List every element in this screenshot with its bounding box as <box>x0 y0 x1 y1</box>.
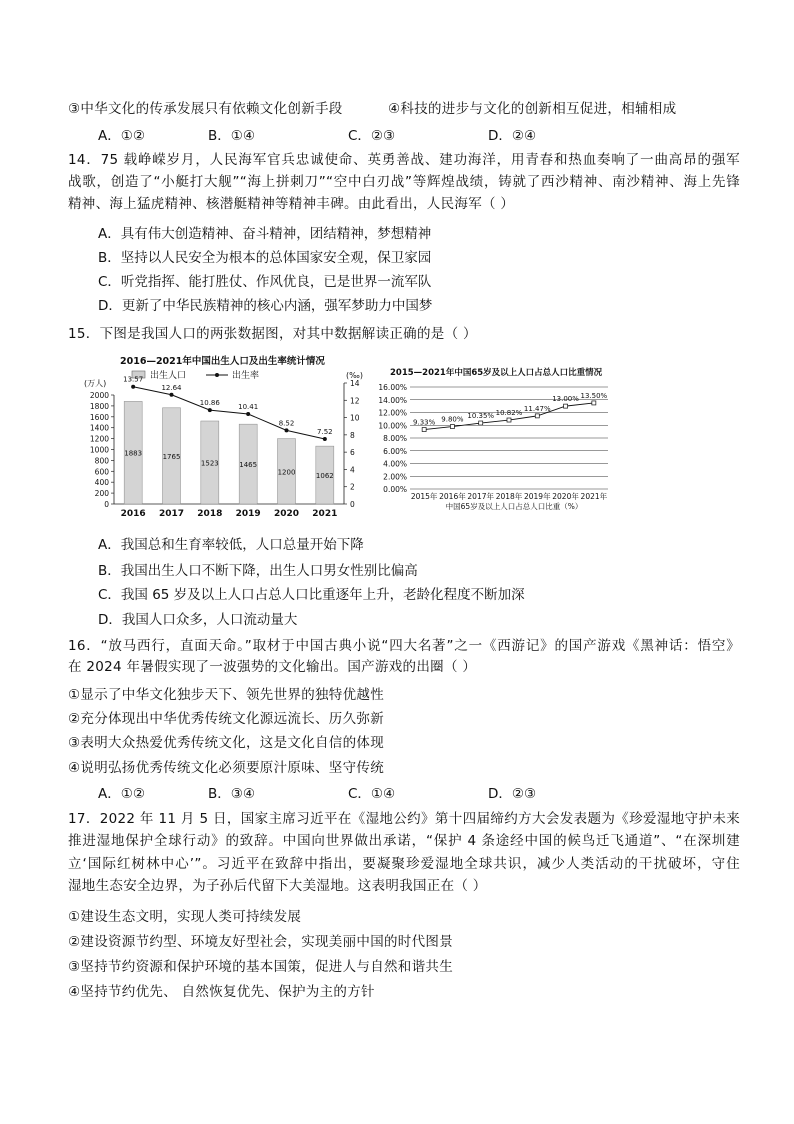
right-axis-tick-label: 4 <box>350 465 355 475</box>
birth-chart <box>82 350 372 522</box>
q14-stem-line-3: 精神、海上猛虎精神、核潜艇精神等精神丰碑。由此看出，人民海军（ ） <box>68 196 515 212</box>
q14-option-a: A．具有伟大创造精神、奋斗精神，团结精神，梦想精神 <box>98 226 432 242</box>
q13-option-b: B．①④ <box>208 128 255 144</box>
q16-statement-4: ④说明弘扬优秀传统文化必须要原汁原味、坚守传统 <box>68 760 385 776</box>
right-axis-unit: (‰) <box>346 371 363 380</box>
q16-option-d: D．②③ <box>488 786 537 802</box>
birth-rate-label: 8.52 <box>278 419 295 428</box>
y-axis-tick-label: 8.00% <box>383 434 407 443</box>
right-axis-tick-label: 14 <box>350 379 360 388</box>
aging-chart <box>372 364 622 522</box>
aging-ratio-point <box>450 425 454 429</box>
x-axis-tick-label: 2019 <box>235 509 261 519</box>
births-bar-label: 1200 <box>277 468 296 477</box>
x-axis-tick-label: 2017 <box>158 509 185 519</box>
q13-option-c: C．②③ <box>348 128 396 144</box>
q16-statement-1: ①显示了中华文化独步天下、领先世界的独特优越性 <box>68 687 385 703</box>
birth-rate-label: 12.64 <box>161 383 182 392</box>
legend-birth-rate: 出生率 <box>232 371 260 381</box>
birth-rate-point <box>246 412 250 416</box>
q16-option-b: B．③④ <box>208 786 255 802</box>
birth-rate-point <box>323 437 327 441</box>
x-axis-tick-label: 2018年 <box>495 492 523 501</box>
legend-births: 出生人口 <box>150 371 187 381</box>
q17-stem-line-3: 立‘国际红树林中心’”。习近平在致辞中指出，要凝聚珍爱湿地全球共识，减少人类活动的干扰破坏，守住 <box>68 856 740 872</box>
q16-stem-line-2: 在 2024 年暑假实现了一波强势的文化输出。国产游戏的出圈（ ） <box>68 659 477 675</box>
births-bar-label: 1765 <box>162 452 181 461</box>
aging-ratio-label: 10.82% <box>495 409 523 418</box>
left-axis-tick-label: 1200 <box>89 434 109 444</box>
birth-rate-label: 13.57 <box>123 375 144 384</box>
right-axis-tick-label: 8 <box>350 430 355 440</box>
right-axis-tick-label: 6 <box>350 448 355 458</box>
q14-option-d: D．更新了中华民族精神的核心内涵，强军梦助力中国梦 <box>98 298 433 314</box>
left-axis-tick-label: 1400 <box>89 423 109 433</box>
x-axis-tick-label: 2021 <box>312 509 338 519</box>
left-axis-tick-label: 400 <box>94 478 109 488</box>
aging-ratio-label: 9.80% <box>441 415 464 424</box>
q13-option-a: A．①② <box>98 128 145 144</box>
x-axis-tick-label: 2021年 <box>580 492 608 501</box>
aging-ratio-point <box>507 418 511 422</box>
aging-ratio-point <box>479 421 483 425</box>
q16-option-c: C．①④ <box>348 786 396 802</box>
y-axis-tick-label: 14.00% <box>378 395 407 405</box>
q17-stem-line-4: 湿地生态安全边界，为子孙后代留下大美湿地。这表明我国正在（ ） <box>68 878 487 894</box>
birth-rate-point <box>208 408 212 412</box>
birth-rate-label: 10.86 <box>199 399 220 408</box>
left-axis-tick-label: 200 <box>94 489 109 499</box>
q15-option-a: A．我国总和生育率较低，人口总量开始下降 <box>98 537 364 553</box>
x-axis-tick-label: 2016 <box>120 509 146 519</box>
q17-statement-1: ①建设生态文明，实现人类可持续发展 <box>68 909 302 925</box>
birth-rate-point <box>285 428 289 432</box>
y-axis-tick-label: 2.00% <box>383 472 407 482</box>
x-axis-tick-label: 2016年 <box>439 492 466 501</box>
right-axis-tick-label: 10 <box>350 413 360 423</box>
q17-statement-3: ③坚持节约资源和保护环境的基本国策，促进人与自然和谐共生 <box>68 959 454 975</box>
y-axis-tick-label: 4.00% <box>383 459 407 469</box>
y-axis-tick-label: 16.00% <box>378 383 407 392</box>
births-bar-label: 1465 <box>239 461 258 470</box>
q17-stem-line-2: 推进湿地保护全球行动》的致辞。中国向世界做出承诺，“保护 4 条途经中国的候鸟迁飞通道”、“在深圳建 <box>68 833 740 849</box>
aging-ratio-label: 13.50% <box>580 391 608 400</box>
x-axis-tick-label: 2020年 <box>552 492 579 501</box>
aging-ratio-point <box>564 404 568 408</box>
aging-ratio-point <box>535 414 539 418</box>
births-bar-label: 1062 <box>315 472 334 481</box>
aging-ratio-label: 11.47% <box>523 404 551 413</box>
x-axis-tick-label: 2015年 <box>410 492 438 501</box>
y-axis-tick-label: 12.00% <box>378 408 407 418</box>
aging-ratio-label: 9.33% <box>413 418 436 427</box>
x-axis-tick-label: 2017年 <box>467 492 495 501</box>
right-axis-tick-label: 0 <box>350 500 355 509</box>
left-axis-tick-label: 600 <box>94 467 109 477</box>
x-axis-tick-label: 2018 <box>197 509 223 519</box>
birth-rate-line <box>133 387 325 439</box>
y-axis-tick-label: 10.00% <box>378 421 407 431</box>
left-axis-tick-label: 2000 <box>89 391 109 400</box>
q17-stem-line-1: 17．2022 年 11 月 5 日，国家主席习近平在《湿地公约》第十四届缔约方大会发表题为《珍爱湿地守护未来 <box>68 811 740 827</box>
birth-rate-label: 10.41 <box>238 403 259 412</box>
left-axis-tick-label: 1600 <box>89 412 109 422</box>
left-axis-tick-label: 800 <box>94 456 109 466</box>
x-axis-tick-label: 2020 <box>273 509 300 519</box>
q13-statement-4: ④科技的进步与文化的创新相互促进，相辅相成 <box>388 101 677 117</box>
q14-option-c: C．听党指挥、能打胜仗、作风优良，已是世界一流军队 <box>98 274 432 290</box>
aging-ratio-label: 13.00% <box>552 395 579 404</box>
left-axis-tick-label: 0 <box>104 500 109 509</box>
legend-line-marker <box>215 373 219 377</box>
q16-statement-3: ③表明大众热爱优秀传统文化，这是文化自信的体现 <box>68 735 385 751</box>
q16-option-a: A．①② <box>98 786 145 802</box>
q15-option-c: C．我国 65 岁及以上人口占总人口比重逐年上升，老龄化程度不断加深 <box>98 587 525 603</box>
q13-statement-3: ③中华文化的传承发展只有依赖文化创新手段 <box>68 101 343 117</box>
q15-option-d: D．我国人口众多，人口流动量大 <box>98 612 298 628</box>
left-axis-unit: (万人) <box>84 379 107 388</box>
right-axis-tick-label: 2 <box>350 482 355 492</box>
births-bar-label: 1883 <box>124 449 143 458</box>
birth-rate-point <box>170 393 174 397</box>
q16-statement-2: ②充分体现出中华优秀传统文化源远流长、历久弥新 <box>68 711 385 727</box>
left-axis-tick-label: 1800 <box>89 401 109 411</box>
left-axis-tick-label: 1000 <box>89 445 109 455</box>
q17-statement-2: ②建设资源节约型、环境友好型社会，实现美丽中国的时代图景 <box>68 934 454 950</box>
q15-stem: 15．下图是我国人口的两张数据图，对其中数据解读正确的是（ ） <box>68 326 477 342</box>
q14-option-b: B．坚持以人民安全为根本的总体国家安全观，保卫家园 <box>98 250 432 266</box>
aging-ratio-point <box>422 428 426 432</box>
q14-stem-line-2: 战歌，创造了“小艇打大舰”“海上拼刺刀”“空中白刃战”等辉煌战绩，铸就了西沙精神、南沙精神、海上先锋 <box>68 174 740 190</box>
q13-option-d: D．②④ <box>488 128 537 144</box>
q16-stem-line-1: 16．“放马西行，直面天命。”取材于中国古典小说“四大名著”之一《西游记》的国产游戏《黑神话：悟空》 <box>68 638 740 654</box>
births-bar-label: 1523 <box>200 459 219 468</box>
y-axis-tick-label: 0.00% <box>383 485 407 494</box>
q17-statement-4: ④坚持节约优先、 自然恢复优先、保护为主的方针 <box>68 984 375 1000</box>
aging-chart-title: 2015—2021年中国65岁及以上人口占总人口比重情况 <box>390 368 603 378</box>
aging-ratio-point <box>592 401 596 405</box>
birth-rate-label: 7.52 <box>317 428 333 437</box>
right-axis-tick-label: 12 <box>350 396 360 406</box>
birth-rate-point <box>131 385 135 389</box>
x-axis-tick-label: 2019年 <box>523 492 551 501</box>
birth-chart-title: 2016—2021年中国出生人口及出生率统计情况 <box>120 356 325 367</box>
q15-option-b: B．我国出生人口不断下降，出生人口男女性别比偏高 <box>98 563 418 579</box>
q14-stem-line-1: 14．75 载峥嵘岁月，人民海军官兵忠诚使命、英勇善战、建功海洋，用青春和热血奏响了一曲高昂的强军 <box>68 152 740 168</box>
y-axis-tick-label: 6.00% <box>383 446 407 456</box>
aging-x-axis-label: 中国65岁及以上人口占总人口比重（%） <box>445 502 583 511</box>
aging-ratio-label: 10.35% <box>467 412 495 421</box>
